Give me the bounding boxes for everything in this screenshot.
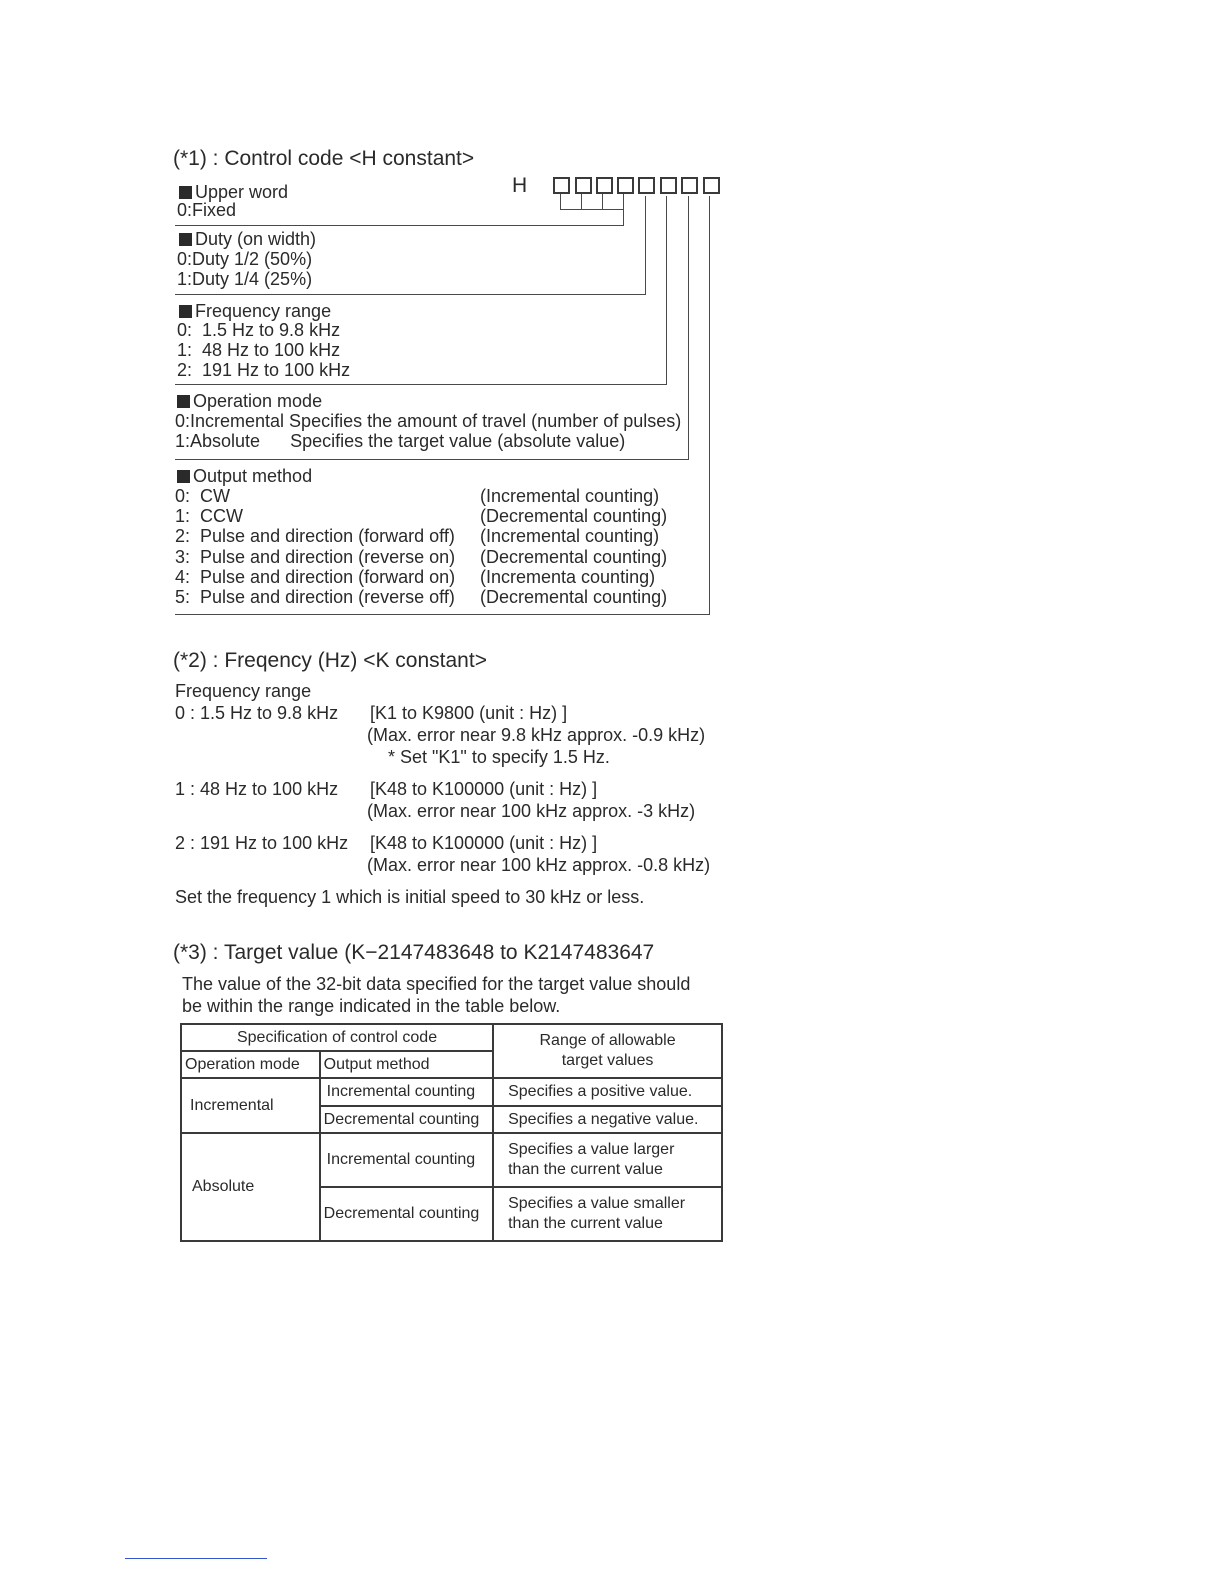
square-bullet-icon	[179, 305, 192, 318]
section2-subtitle: Frequency range	[175, 681, 312, 701]
output-row-left: 0: CW	[175, 486, 231, 506]
leader-output	[709, 196, 710, 615]
output-row-right: (Incremental counting)	[480, 526, 660, 546]
frequency-line: 1: 48 Hz to 100 kHz	[177, 340, 341, 360]
output-row-left: 1: CCW	[175, 506, 244, 526]
leader-frequency	[666, 196, 667, 385]
square-bullet-icon	[179, 233, 192, 246]
output-row-right: (Incrementa counting)	[480, 567, 656, 587]
group-frequency-heading: Frequency range	[179, 301, 331, 321]
frequency-line: 0: 1.5 Hz to 9.8 kHz	[177, 320, 341, 340]
output-row-left: 3: Pulse and direction (reverse on)	[175, 547, 456, 567]
bracket-line	[560, 209, 624, 210]
bracket-line	[623, 194, 624, 226]
output-row-left: 2: Pulse and direction (forward off)	[175, 526, 455, 546]
freq-entry-range: [K1 to K9800 (unit : Hz) ]	[370, 703, 568, 723]
output-cell: Incremental counting	[320, 1078, 493, 1106]
group-operation-heading: Operation mode	[177, 391, 322, 411]
range-cell: Specifies a value larger than the current value	[493, 1133, 722, 1187]
freq-entry-range: [K48 to K100000 (unit : Hz) ]	[370, 779, 598, 799]
digit-box	[681, 177, 698, 194]
section2-footer: Set the frequency 1 which is initial speed to 30 kHz or less.	[175, 887, 645, 907]
digit-box	[553, 177, 570, 194]
frequency-line: 2: 191 Hz to 100 kHz	[177, 360, 351, 380]
leader-duty	[645, 196, 646, 295]
range-header: Range of allowable target values	[493, 1024, 722, 1078]
footnote-separator	[125, 1558, 267, 1559]
digit-box	[660, 177, 677, 194]
operation-line: 0:Incremental Specifies the amount of travel (number of pulses)	[175, 411, 682, 431]
duty-line: 0:Duty 1/2 (50%)	[177, 249, 313, 269]
leader-frequency	[175, 384, 667, 385]
freq-entry-label: 2 : 191 Hz to 100 kHz	[175, 833, 349, 853]
digit-box	[596, 177, 613, 194]
section3-desc: The value of the 32-bit data specified for the target value should	[182, 974, 691, 994]
upper-word-line: 0:Fixed	[177, 200, 237, 220]
section2-title: (*2) : Freqency (Hz) <K constant>	[173, 649, 487, 672]
duty-line: 1:Duty 1/4 (25%)	[177, 269, 313, 289]
leader-operation	[688, 196, 689, 460]
group-duty-heading: Duty (on width)	[179, 229, 316, 249]
output-cell: Incremental counting	[320, 1133, 493, 1187]
range-cell: Specifies a positive value.	[493, 1078, 722, 1106]
digit-box	[617, 177, 634, 194]
h-prefix: H	[512, 174, 528, 197]
group-upper-word-heading: Upper word	[179, 182, 288, 202]
range-cell: Specifies a negative value.	[493, 1106, 722, 1133]
group-output-heading: Output method	[177, 466, 312, 486]
leader-operation	[175, 459, 689, 460]
mode-cell: Incremental	[181, 1078, 320, 1133]
output-row-right: (Decremental counting)	[480, 587, 668, 607]
leader-output	[175, 614, 710, 615]
leader-duty	[175, 294, 646, 295]
leader-upper-word	[175, 225, 624, 226]
output-row-right: (Decremental counting)	[480, 506, 668, 526]
freq-entry-range: [K48 to K100000 (unit : Hz) ]	[370, 833, 598, 853]
col-output-method: Output method	[320, 1051, 493, 1078]
output-row-right: (Incremental counting)	[480, 486, 660, 506]
freq-entry-note: (Max. error near 100 kHz approx. -3 kHz)	[367, 801, 696, 821]
section3-title: (*3) : Target value (K−2147483648 to K2147483647	[173, 941, 655, 964]
col-operation-mode: Operation mode	[181, 1051, 320, 1078]
output-row-left: 4: Pulse and direction (forward on)	[175, 567, 456, 587]
freq-entry-note: (Max. error near 100 kHz approx. -0.8 kHz)	[367, 855, 711, 875]
square-bullet-icon	[179, 186, 192, 199]
range-cell: Specifies a value smaller than the current value	[493, 1187, 722, 1241]
target-value-table	[180, 1023, 723, 1242]
freq-entry-note2: * Set "K1" to specify 1.5 Hz.	[388, 747, 610, 767]
section3-desc: be within the range indicated in the table below.	[182, 996, 561, 1016]
output-cell: Decremental counting	[320, 1187, 493, 1241]
square-bullet-icon	[177, 470, 190, 483]
table-row	[181, 1133, 722, 1187]
bracket-line	[560, 194, 561, 210]
digit-box	[638, 177, 655, 194]
freq-entry-label: 1 : 48 Hz to 100 kHz	[175, 779, 339, 799]
square-bullet-icon	[177, 395, 190, 408]
freq-entry-note: (Max. error near 9.8 kHz approx. -0.9 kHz)	[367, 725, 706, 745]
spec-header: Specification of control code	[181, 1024, 493, 1051]
output-row-left: 5: Pulse and direction (reverse off)	[175, 587, 455, 607]
digit-box	[575, 177, 592, 194]
mode-cell: Absolute	[181, 1133, 320, 1241]
freq-entry-label: 0 : 1.5 Hz to 9.8 kHz	[175, 703, 339, 723]
output-row-right: (Decremental counting)	[480, 547, 668, 567]
bracket-line	[602, 194, 603, 210]
output-cell: Decremental counting	[320, 1106, 493, 1133]
bracket-line	[581, 194, 582, 210]
section1-title: (*1) : Control code <H constant>	[173, 147, 475, 170]
table-row	[181, 1078, 722, 1106]
digit-box	[703, 177, 720, 194]
operation-line: 1:Absolute Specifies the target value (absolute value)	[175, 431, 626, 451]
